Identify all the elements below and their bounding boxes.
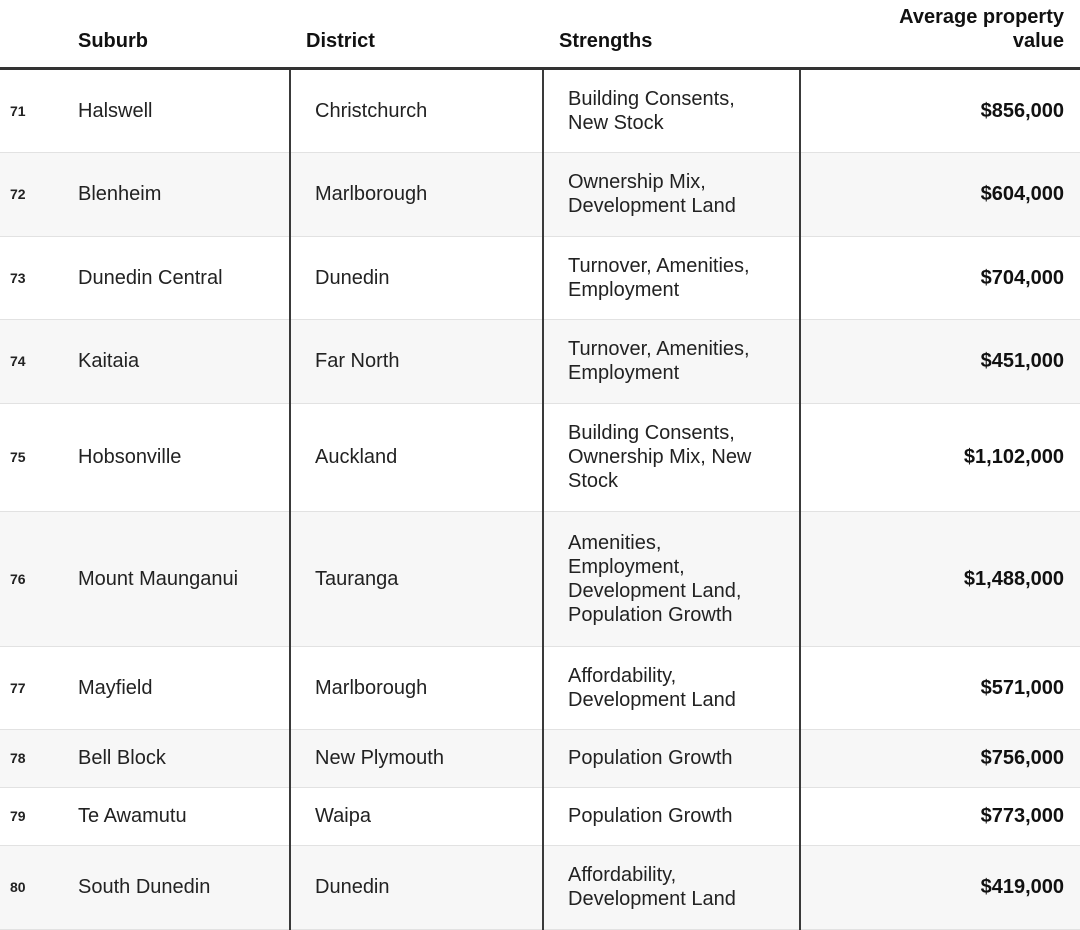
suburb-cell: Blenheim [62,152,290,236]
rank-cell: 77 [0,646,62,729]
table-row [0,236,1080,319]
header-suburb[interactable]: Suburb [62,0,290,68]
strengths-cell: Population Growth [543,787,800,845]
suburb-cell: Kaitaia [62,319,290,403]
rank-cell: 79 [0,787,62,845]
strengths-cell: Ownership Mix, Development Land [543,152,800,236]
value-cell: $419,000 [800,845,1080,929]
header-rank[interactable] [0,0,62,68]
value-cell: $604,000 [800,152,1080,236]
suburb-cell: Halswell [62,68,290,152]
district-cell: New Plymouth [290,729,543,787]
rank-cell: 80 [0,845,62,929]
district-cell: Auckland [290,403,543,511]
suburb-cell: Hobsonville [62,403,290,511]
district-cell: Tauranga [290,511,543,646]
strengths-cell: Affordability, Development Land [543,646,800,729]
header-district[interactable]: District [290,0,543,68]
table-body [0,68,1080,929]
rank-cell: 75 [0,403,62,511]
rank-cell: 72 [0,152,62,236]
table-row [0,729,1080,787]
district-cell: Waipa [290,787,543,845]
strengths-cell: Population Growth [543,729,800,787]
suburb-cell: South Dunedin [62,845,290,929]
district-cell: Dunedin [290,845,543,929]
table-header [0,0,1080,68]
header-value-line2: value [1012,29,1064,52]
suburb-cell: Mount Maunganui [62,511,290,646]
rank-cell: 71 [0,68,62,152]
rank-cell: 76 [0,511,62,646]
value-cell: $704,000 [800,236,1080,319]
table-row [0,68,1080,152]
value-cell: $571,000 [800,646,1080,729]
table-row [0,511,1080,646]
header-strengths[interactable]: Strengths [543,0,800,68]
strengths-cell: Building Consents, Ownership Mix, New Stock [543,403,800,511]
rank-cell: 78 [0,729,62,787]
district-cell: Christchurch [290,68,543,152]
table-row [0,403,1080,511]
strengths-cell: Turnover, Amenities, Employment [543,236,800,319]
table-row [0,646,1080,729]
district-cell: Marlborough [290,152,543,236]
header-value-line1: Average property [899,5,1064,28]
suburb-cell: Mayfield [62,646,290,729]
district-cell: Far North [290,319,543,403]
table-row [0,319,1080,403]
suburb-cell: Bell Block [62,729,290,787]
rank-cell: 74 [0,319,62,403]
value-cell: $856,000 [800,68,1080,152]
suburb-cell: Te Awamutu [62,787,290,845]
table-row [0,845,1080,929]
value-cell: $756,000 [800,729,1080,787]
strengths-cell: Affordability, Development Land [543,845,800,929]
suburb-cell: Dunedin Central [62,236,290,319]
strengths-cell: Building Consents, New Stock [543,68,800,152]
strengths-cell: Turnover, Amenities, Employment [543,319,800,403]
header-average-property-value[interactable] [800,0,1080,68]
value-cell: $1,102,000 [800,403,1080,511]
district-cell: Marlborough [290,646,543,729]
table-row [0,152,1080,236]
value-cell: $451,000 [800,319,1080,403]
strengths-cell: Amenities, Employment, Development Land, Population Growth [543,511,800,646]
district-cell: Dunedin [290,236,543,319]
value-cell: $1,488,000 [800,511,1080,646]
header-row [0,0,1080,68]
rank-cell: 73 [0,236,62,319]
value-cell: $773,000 [800,787,1080,845]
table-row [0,787,1080,845]
